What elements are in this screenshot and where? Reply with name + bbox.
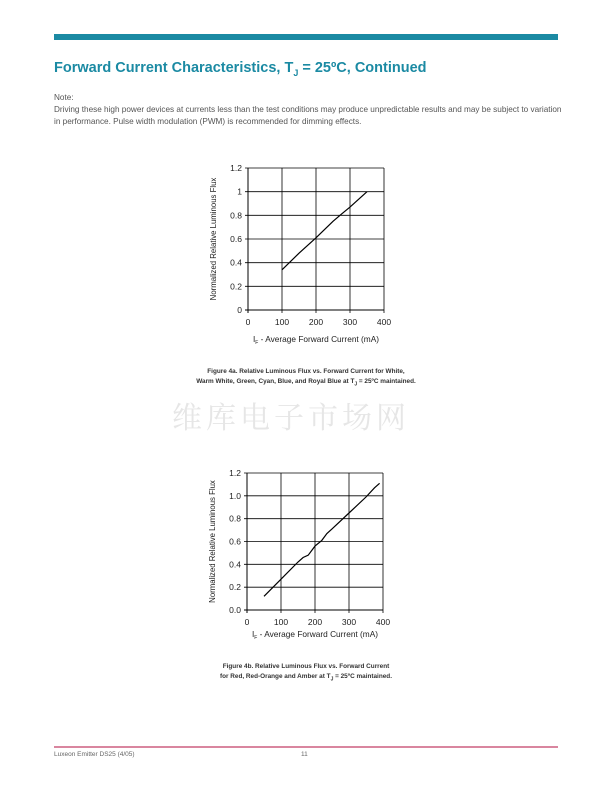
y-tick-label: 0.2 [229,582,241,593]
footer-rule [54,746,558,748]
y-tick-label: 0.0 [229,605,241,615]
x-axis-label [252,629,378,641]
note-label: Note: [54,93,74,102]
caption-text: = 25ºC maintained. [357,378,416,385]
y-tick-label: 1 [237,186,242,197]
x-tick-label: 200 [307,617,323,627]
y-tick-label: 1.2 [229,468,241,478]
x-tick-label: 300 [341,617,357,627]
caption-line [150,672,462,684]
x-axis-label-main: I [252,334,256,344]
x-tick-label: 100 [273,617,289,627]
x-axis-label-rest: - Average Forward Current (mA) [257,629,379,639]
x-tick-label: 400 [376,317,392,327]
note-text: Driving these high power devices at currents less than the test conditions may produce unpredictable results and may be subject to variation in performance. Pulse width modulation (PWM) is recommended for dimming effects. [54,105,562,126]
y-tick-label: 0.8 [230,210,242,221]
title-text-rest: = 25ºC, Continued [298,60,427,76]
y-tick-label: 1.0 [229,490,241,501]
x-tick-label: 0 [244,617,250,627]
x-tick-label: 200 [308,317,324,327]
y-axis-label: Normalized Relative Luminous Flux [209,177,218,301]
caption-line: Figure 4a. Relative Luminous Flux vs. Forward Current for White, [207,368,405,375]
footer-doc-id: Luxeon Emitter DS25 (4/05) [54,751,135,758]
watermark: 维库电子市场网 [172,401,410,436]
caption-text: = 25ºC maintained. [333,673,392,680]
y-tick-label: 0.2 [230,281,242,292]
x-axis-label-sub: F [254,635,258,641]
y-tick-label: 0.6 [230,234,242,244]
x-tick-label: 0 [245,317,251,327]
x-tick-label: 100 [274,317,290,327]
caption-sub: J [354,381,358,388]
y-tick-label: 1.2 [230,163,242,173]
caption-text: Warm White, Green, Cyan, Blue, and Royal Blue at T [196,378,355,385]
caption-text: for Red, Red-Orange and Amber at T [220,673,331,680]
caption-sub: J [330,676,334,683]
x-tick-label: 400 [375,617,391,627]
y-tick-label: 0.4 [229,559,241,570]
y-axis-label: Normalized Relative Luminous Flux [208,480,217,603]
caption-line: Figure 4b. Relative Luminous Flux vs. Forward Current [222,663,390,670]
page-number: 11 [301,751,308,758]
figure-4a-caption [150,367,462,389]
caption-line [150,377,462,389]
figure-4b-caption [150,662,462,684]
title-text: Forward Current Characteristics, T [54,60,294,76]
y-tick-label: 0.6 [229,536,241,547]
y-tick-label: 0 [237,305,242,315]
y-tick-label: 0.4 [230,257,242,268]
x-tick-label: 300 [342,317,358,327]
x-axis-label-rest: - Average Forward Current (mA) [258,334,380,344]
x-axis-label-main: I [251,629,255,639]
title-subscript: J [293,67,299,78]
x-axis-label-sub: F [255,340,259,346]
y-tick-label: 0.8 [229,513,241,524]
